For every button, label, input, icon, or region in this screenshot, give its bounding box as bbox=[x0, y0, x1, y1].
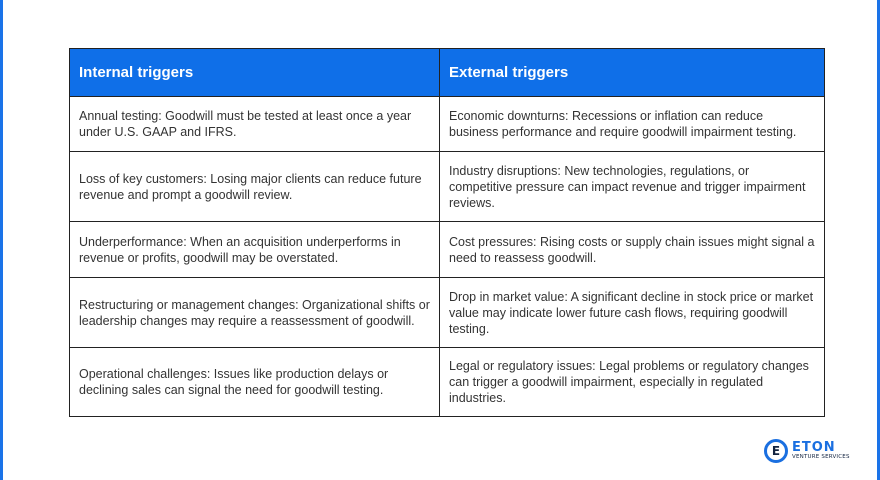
logo-mark-letter: E bbox=[771, 444, 781, 458]
logo-wordmark bbox=[792, 441, 850, 461]
header-external-triggers: External triggers bbox=[440, 49, 825, 97]
external-trigger-cell: Legal or regulatory issues: Legal problems or regulatory changes can trigger a goodwill impairment, especially in regulated industries. bbox=[440, 348, 825, 417]
logo-name: ETON bbox=[792, 440, 836, 455]
frame-edge-left bbox=[0, 0, 3, 480]
table-row bbox=[70, 222, 825, 278]
internal-trigger-cell: Operational challenges: Issues like production delays or declining sales can signal the need for goodwill testing. bbox=[70, 348, 440, 417]
table-row bbox=[70, 348, 825, 417]
table-header-row bbox=[70, 49, 825, 97]
external-trigger-cell: Economic downturns: Recessions or inflation can reduce business performance and require goodwill impairment testing. bbox=[440, 97, 825, 152]
header-internal-triggers: Internal triggers bbox=[70, 49, 440, 97]
logo-subtitle: VENTURE SERVICES bbox=[792, 454, 850, 460]
internal-trigger-cell: Underperformance: When an acquisition underperforms in revenue or profits, goodwill may be overstated. bbox=[70, 222, 440, 278]
table-row bbox=[70, 278, 825, 348]
internal-trigger-cell: Restructuring or management changes: Organizational shifts or leadership changes may require a reassessment of goodwill. bbox=[70, 278, 440, 348]
internal-trigger-cell: Loss of key customers: Losing major clients can reduce future revenue and prompt a goodwill review. bbox=[70, 152, 440, 222]
triggers-table bbox=[69, 48, 825, 417]
table-row bbox=[70, 97, 825, 152]
logo-mark-icon bbox=[764, 439, 788, 463]
internal-trigger-cell: Annual testing: Goodwill must be tested at least once a year under U.S. GAAP and IFRS. bbox=[70, 97, 440, 152]
external-trigger-cell: Cost pressures: Rising costs or supply chain issues might signal a need to reassess goodwill. bbox=[440, 222, 825, 278]
external-trigger-cell: Industry disruptions: New technologies, regulations, or competitive pressure can impact revenue and trigger impairment reviews. bbox=[440, 152, 825, 222]
eton-logo bbox=[764, 436, 850, 466]
table-row bbox=[70, 152, 825, 222]
external-trigger-cell: Drop in market value: A significant decline in stock price or market value may indicate lower future cash flows, requiring goodwill testing. bbox=[440, 278, 825, 348]
